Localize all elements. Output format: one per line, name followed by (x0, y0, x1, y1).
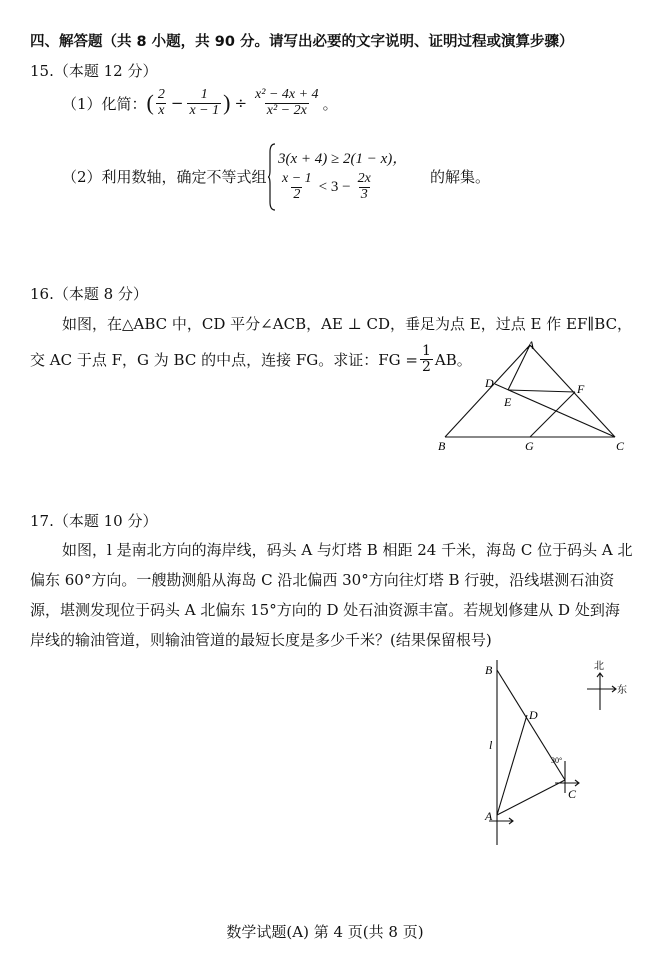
page-footer: 数学试题(A) 第 4 页(共 8 页) (226, 923, 424, 941)
close-paren: ) (223, 90, 231, 116)
label-A: A (527, 338, 535, 352)
label-D: D (485, 376, 494, 390)
frac-numerator: x − 1 (282, 171, 312, 186)
frac-denominator: x (158, 102, 165, 118)
segment-EF (508, 390, 575, 392)
frac-numerator: 2 (157, 87, 165, 102)
ineq2-rhs-fraction (356, 172, 373, 202)
q15-part2-end: 的解集。 (430, 168, 491, 186)
q17-line2: 偏东 60°方向。一艘勘测船从海岛 C 沿北偏西 30°方向往灯塔 B 行驶，沿线堪测石油资 (30, 571, 615, 589)
label-D: D (529, 708, 538, 722)
coastline-figure (475, 655, 645, 850)
frac-numerator: 1 (421, 343, 431, 359)
frac-denominator: x − 1 (189, 102, 220, 118)
divide-sign: ÷ (234, 94, 248, 113)
compass-north-label: 北 (594, 661, 604, 672)
label-B: B (485, 663, 493, 677)
section-header: 四、解答题（共 8 小题，共 90 分。请写出必要的文字说明、证明过程或演算步骤） (30, 34, 574, 50)
ineq2-middle: < 3 − (318, 178, 351, 195)
frac-denominator: x² − 2x (266, 102, 307, 118)
frac-denominator: 2 (421, 358, 431, 375)
label-G: G (525, 439, 534, 453)
inequality-2 (278, 172, 375, 202)
label-C: C (568, 787, 577, 801)
label-A: A (485, 809, 493, 823)
inequality-brace (268, 142, 276, 212)
label-B: B (438, 439, 446, 453)
segment-FG (530, 392, 575, 437)
q16-title: 16.（本题 8 分） (30, 285, 148, 303)
period: 。 (322, 94, 338, 113)
ineq2-lhs-fraction (280, 172, 314, 202)
segment-AB (445, 345, 530, 437)
q16-line2 (30, 344, 472, 374)
label-l: l (489, 738, 493, 752)
angle-label: 30° (551, 756, 563, 765)
q15-part1-label: （1）化简： (62, 94, 147, 113)
segment-AD (497, 715, 527, 815)
label-C: C (616, 439, 625, 453)
label-F: F (577, 382, 585, 396)
q17-title: 17.（本题 10 分） (30, 512, 158, 530)
q17-line4: 岸线的输油管道，则输油管道的最短长度是多少千米？(结果保留根号) (30, 631, 492, 649)
q16-line2-text: 交 AC 于点 F，G 为 BC 的中点，连接 FG。求证：FG = (30, 350, 418, 369)
minus-sign: − (170, 94, 184, 113)
q16-line1: 如图，在△ABC 中，CD 平分∠ACB，AE ⊥ CD，垂足为点 E，过点 E 作 EF∥BC， (62, 315, 633, 333)
fraction-1-over-x-minus-1 (187, 88, 221, 118)
label-E: E (504, 395, 512, 409)
q15-title: 15.（本题 12 分） (30, 62, 158, 80)
triangle-figure (430, 335, 640, 460)
q16-line2-end: AB。 (434, 350, 472, 369)
q17-line1: 如图，l 是南北方向的海岸线，码头 A 与灯塔 B 相距 24 千米，海岛 C 位于码头 A 北 (62, 541, 633, 559)
fraction-2-over-x (156, 88, 167, 118)
q15-part2-label: （2）利用数轴，确定不等式组 (62, 168, 267, 186)
inequality-1: 3(x + 4) ≥ 2(1 − x)， (278, 151, 408, 167)
compass-east-label: 东 (617, 685, 627, 696)
frac-denominator: 2 (293, 186, 301, 202)
frac-numerator: 1 (200, 87, 208, 102)
fraction-quadratic (253, 88, 321, 118)
open-paren: ( (146, 90, 154, 116)
q15-part1 (62, 88, 338, 118)
frac-denominator: 3 (360, 186, 368, 202)
segment-AC (497, 780, 565, 815)
frac-numerator: x² − 4x + 4 (255, 87, 319, 102)
brace-icon (268, 142, 276, 212)
q17-line3: 源，堪测发现位于码头 A 北偏东 15°方向的 D 处石油资源丰富。若规划修建从 D 处到海 (30, 601, 620, 619)
frac-numerator: 2x (357, 171, 371, 186)
